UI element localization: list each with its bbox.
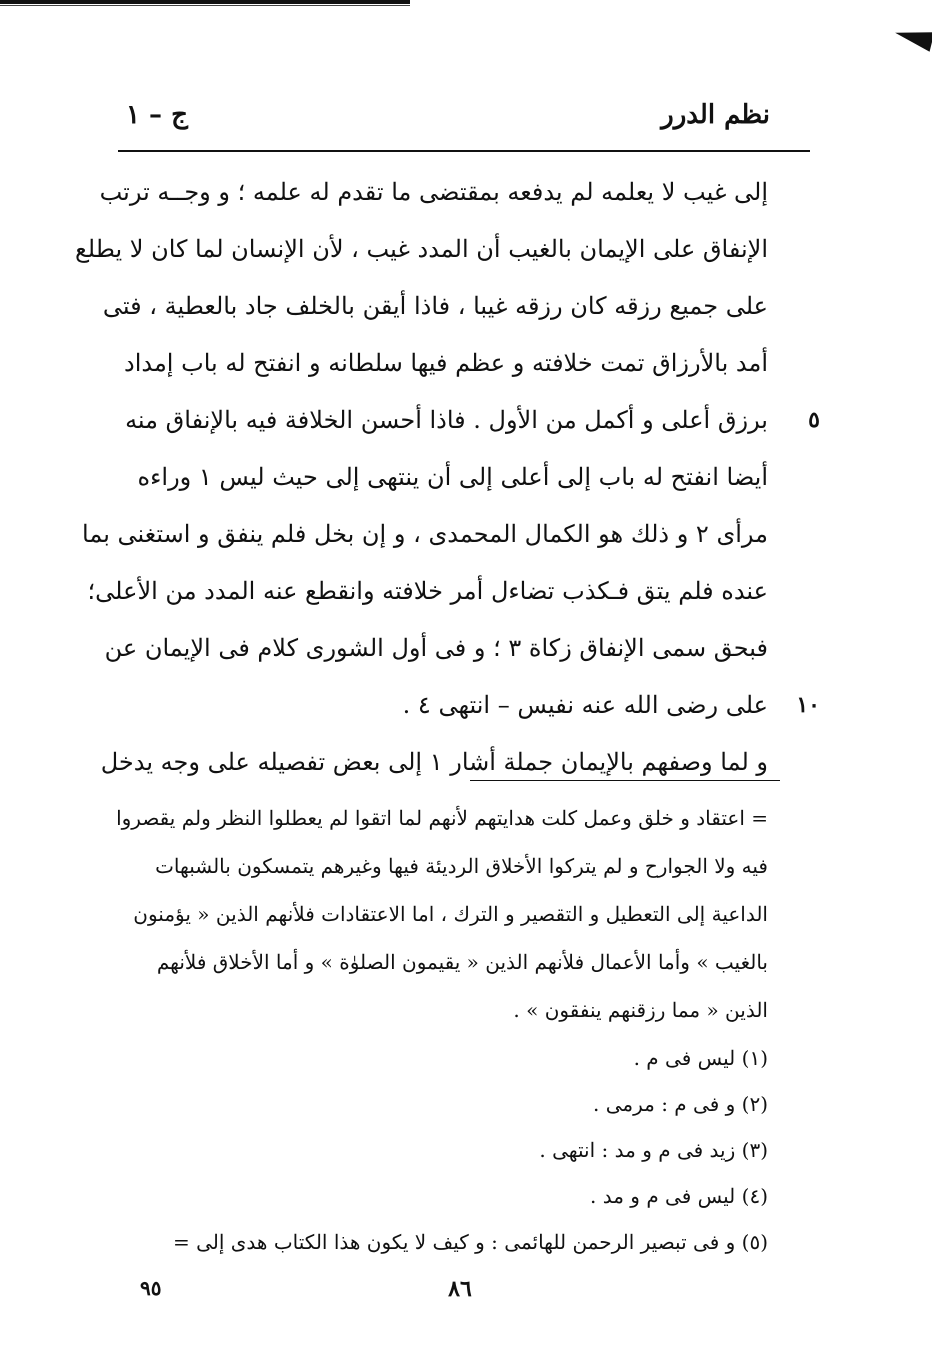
text-line-10 bbox=[116, 677, 820, 734]
document-page bbox=[75, 100, 820, 1302]
footnote-3: (٣) زيد فى م و مد : انتهى . bbox=[539, 1138, 768, 1162]
footnote-1: (١) ليس فى م . bbox=[633, 1046, 768, 1070]
text-line: الإنفاق على الإيمان بالغيب أن المدد غيب ، لأن الإنسان لما كان لا يطلع bbox=[75, 235, 768, 263]
note-line: الداعية إلى التعطيل و التقصير و الترك ، اما الاعتقادات فلأنهم الذين « يؤمنون bbox=[133, 902, 768, 926]
text-line: و لما وصفهم بالإيمان جملة أشار ١ إلى بعض تفصيله على وجه يدخل bbox=[100, 748, 768, 776]
text-line-content: برزق أعلى و أكمل من الأول . فاذا أحسن الخلافة فيه بالإنفاق منه bbox=[125, 406, 768, 434]
note-line: فيه ولا الجوارح و لم يتركوا الأخلاق الرديئة فيها وغيرهم يتمسكون بالشبهات bbox=[155, 854, 768, 878]
continued-note-block bbox=[116, 794, 768, 1034]
footnote-4: (٤) ليس فى م و مد . bbox=[590, 1184, 768, 1208]
footnote-2: (٢) و فى م : مرمى . bbox=[592, 1092, 768, 1116]
corner-arrow-mark bbox=[893, 23, 932, 52]
main-text-block bbox=[75, 164, 820, 791]
scan-edge-thin-line bbox=[0, 5, 410, 6]
signature-mark: ٩٥ bbox=[140, 1276, 162, 1300]
note-line: = اعتقاد و خلق وعمل كلت هدايتهم لأنهم لما اتقوا لم يعطلوا النظر ولم يقصروا bbox=[116, 806, 768, 830]
text-line-5 bbox=[116, 392, 820, 449]
text-line: أيضا انفتح له باب إلى أعلى إلى أن ينتهى إلى حيث ليس ١ وراءه bbox=[137, 463, 768, 491]
line-number-10: ١٠ bbox=[796, 692, 820, 718]
text-line: على جميع رزقه كان رزقه غيبا ، فاذا أيقن بالخلف جاد بالعطية ، فتى bbox=[102, 292, 768, 320]
line-number-5: ٥ bbox=[808, 407, 820, 433]
page-number: ٨٦ bbox=[448, 1276, 472, 1302]
text-line-content: على رضى الله عنه نفيس – انتهى ٤ . bbox=[402, 691, 768, 719]
footnotes-block bbox=[116, 1035, 768, 1265]
text-line: أمد بالأرزاق تمت خلافته و عظم فيها سلطانه و انفتح له باب إمداد bbox=[124, 349, 768, 377]
note-line: الذين « مما رزقنهم ينفقون » . bbox=[513, 998, 768, 1022]
notes-separator-rule bbox=[470, 780, 780, 781]
text-line: مرأى ٢ و ذلك هو الكمال المحمدى ، و إن بخل فلم ينفق و استغنى بما bbox=[82, 520, 768, 548]
footnote-5: (٥) و فى تبصير الرحمن للهائمى : و كيف لا يكون هذا الكتاب هدى إلى = bbox=[172, 1230, 768, 1254]
running-header bbox=[110, 100, 810, 144]
scan-edge-line bbox=[0, 0, 410, 4]
text-line: إلى غيب لا يعلمه لم يدفعه بمقتضى ما تقدم له علمه ؛ و وجــه ترتب bbox=[99, 178, 768, 206]
volume-label: ج – ١ bbox=[126, 100, 188, 130]
text-line: عنده فلم يتق فـكذب تضاءل أمر خلافته وانقطع عنه المدد من الأعلى؛ bbox=[87, 577, 768, 605]
book-title: نظم الدرر bbox=[661, 100, 770, 130]
note-line: بالغيب » وأما الأعمال فلأنهم الذين « يقيمون الصلوٰة » و أما الأخلاق فلأنهم bbox=[156, 950, 768, 974]
text-line: فبحق سمى الإنفاق زكاة ٣ ؛ و فى أول الشورى كلام فى الإيمان عن bbox=[104, 634, 768, 662]
header-rule bbox=[118, 150, 810, 152]
